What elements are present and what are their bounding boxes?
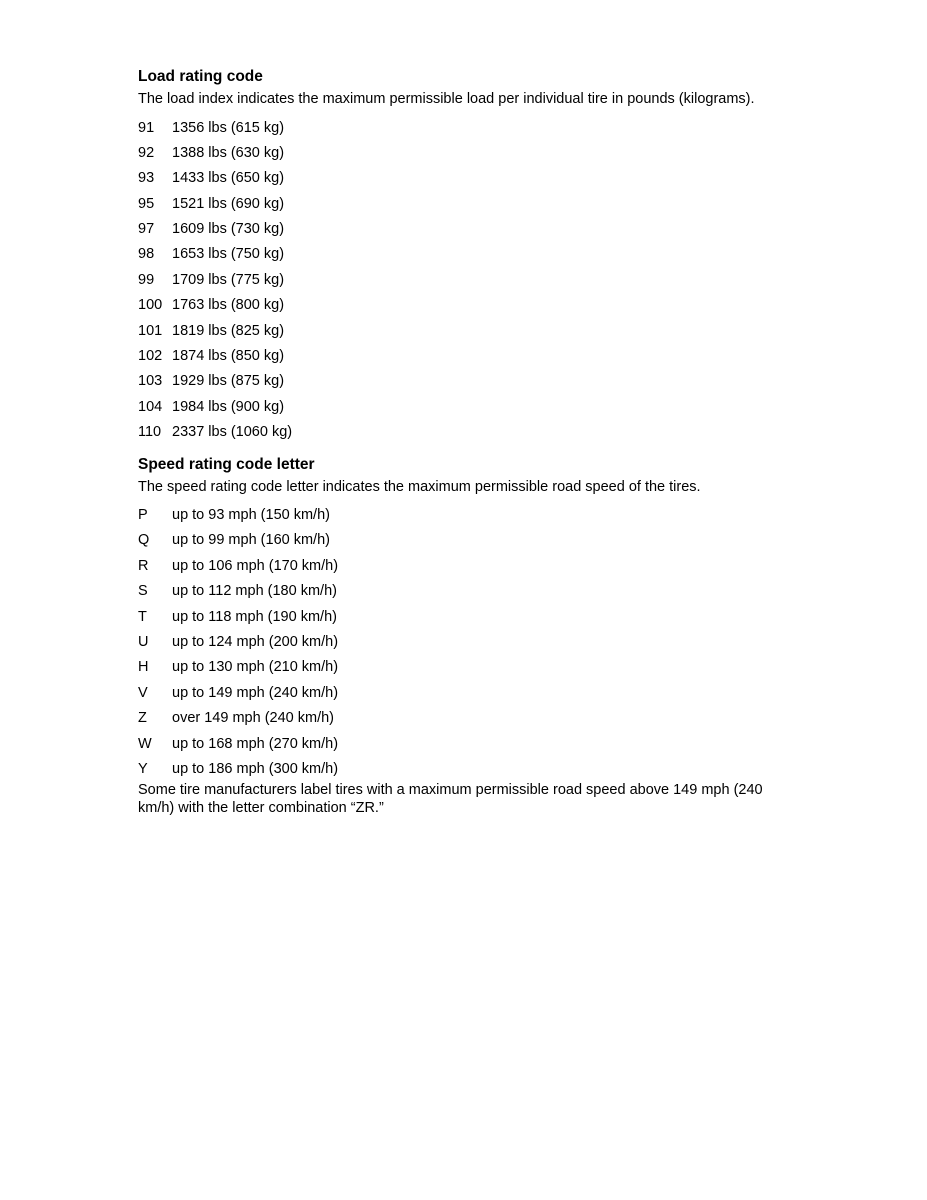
row-value: up to 106 mph (170 km/h)	[172, 557, 339, 574]
row-code: 97	[138, 221, 155, 238]
row-value: up to 118 mph (190 km/h)	[172, 608, 337, 625]
row-value: 1433 lbs (650 kg)	[172, 170, 285, 187]
load-rating-intro: The load index indicates the maximum permissible load per individual tire in pounds (kilograms).	[138, 91, 755, 107]
table-row	[138, 420, 818, 445]
row-value: up to 124 mph (200 km/h)	[172, 634, 339, 651]
row-value: 1521 lbs (690 kg)	[172, 195, 285, 212]
table-row	[138, 217, 818, 242]
row-code: 99	[138, 271, 155, 288]
table-row	[138, 757, 818, 782]
row-code: U	[138, 634, 149, 651]
row-code: R	[138, 557, 149, 574]
row-code: 98	[138, 246, 155, 263]
row-code: Y	[138, 760, 148, 777]
table-row	[138, 192, 818, 217]
row-value: up to 99 mph (160 km/h)	[172, 532, 330, 549]
row-value: up to 186 mph (300 km/h)	[172, 760, 339, 777]
row-value: up to 130 mph (210 km/h)	[172, 659, 339, 676]
row-code: 110	[138, 424, 162, 441]
row-value: 1874 lbs (850 kg)	[172, 348, 285, 365]
row-code: S	[138, 583, 148, 600]
row-value: up to 93 mph (150 km/h)	[172, 507, 330, 524]
row-code: Q	[138, 532, 150, 549]
row-value: 1819 lbs (825 kg)	[172, 322, 285, 339]
table-row	[138, 268, 818, 293]
row-value: 1984 lbs (900 kg)	[172, 398, 285, 415]
row-code: 101	[138, 322, 163, 339]
table-row	[138, 732, 818, 757]
row-code: 92	[138, 144, 155, 161]
row-code: W	[138, 735, 152, 752]
table-row	[138, 395, 818, 420]
load-rating-heading: Load rating code	[138, 68, 263, 85]
speed-rating-list	[138, 503, 818, 782]
table-row	[138, 630, 818, 655]
table-row	[138, 605, 818, 630]
row-value: 2337 lbs (1060 kg)	[172, 424, 293, 441]
row-code: 91	[138, 119, 155, 136]
table-row	[138, 579, 818, 604]
section-divider-space	[138, 446, 818, 454]
row-value: 1388 lbs (630 kg)	[172, 144, 285, 161]
table-row	[138, 503, 818, 528]
table-row	[138, 344, 818, 369]
table-row	[138, 319, 818, 344]
load-rating-list	[138, 116, 818, 446]
document-page	[138, 66, 818, 832]
row-code: V	[138, 684, 148, 701]
row-value: 1709 lbs (775 kg)	[172, 271, 285, 288]
table-row	[138, 293, 818, 318]
row-code: 100	[138, 297, 163, 314]
row-code: 103	[138, 373, 163, 390]
table-row	[138, 141, 818, 166]
row-code: 93	[138, 170, 155, 187]
speed-rating-intro: The speed rating code letter indicates the maximum permissible road speed of the tires.	[138, 478, 701, 495]
table-row	[138, 166, 818, 191]
table-row	[138, 706, 818, 731]
row-value: up to 112 mph (180 km/h)	[172, 583, 337, 600]
table-row	[138, 655, 818, 680]
table-row	[138, 116, 818, 141]
row-code: 95	[138, 195, 155, 212]
zr-note: Some tire manufacturers label tires with a maximum permissible road speed above 149 mph (240 km/h) with the letter combination “ZR.”	[138, 782, 763, 816]
table-row	[138, 681, 818, 706]
row-code: T	[138, 608, 147, 625]
row-value: up to 168 mph (270 km/h)	[172, 735, 339, 752]
row-value: 1929 lbs (875 kg)	[172, 373, 285, 390]
table-row	[138, 528, 818, 553]
row-code: Z	[138, 710, 147, 727]
table-row	[138, 554, 818, 579]
row-value: 1653 lbs (750 kg)	[172, 246, 285, 263]
row-value: 1356 lbs (615 kg)	[172, 119, 285, 136]
speed-rating-heading: Speed rating code letter	[138, 455, 315, 473]
row-code: P	[138, 507, 148, 524]
row-code: 104	[138, 398, 163, 415]
row-value: up to 149 mph (240 km/h)	[172, 684, 339, 701]
table-row	[138, 242, 818, 267]
row-value: over 149 mph (240 km/h)	[172, 710, 334, 727]
table-row	[138, 369, 818, 394]
row-value: 1609 lbs (730 kg)	[172, 221, 285, 238]
row-code: 102	[138, 348, 163, 365]
row-value: 1763 lbs (800 kg)	[172, 297, 285, 314]
row-code: H	[138, 659, 149, 676]
